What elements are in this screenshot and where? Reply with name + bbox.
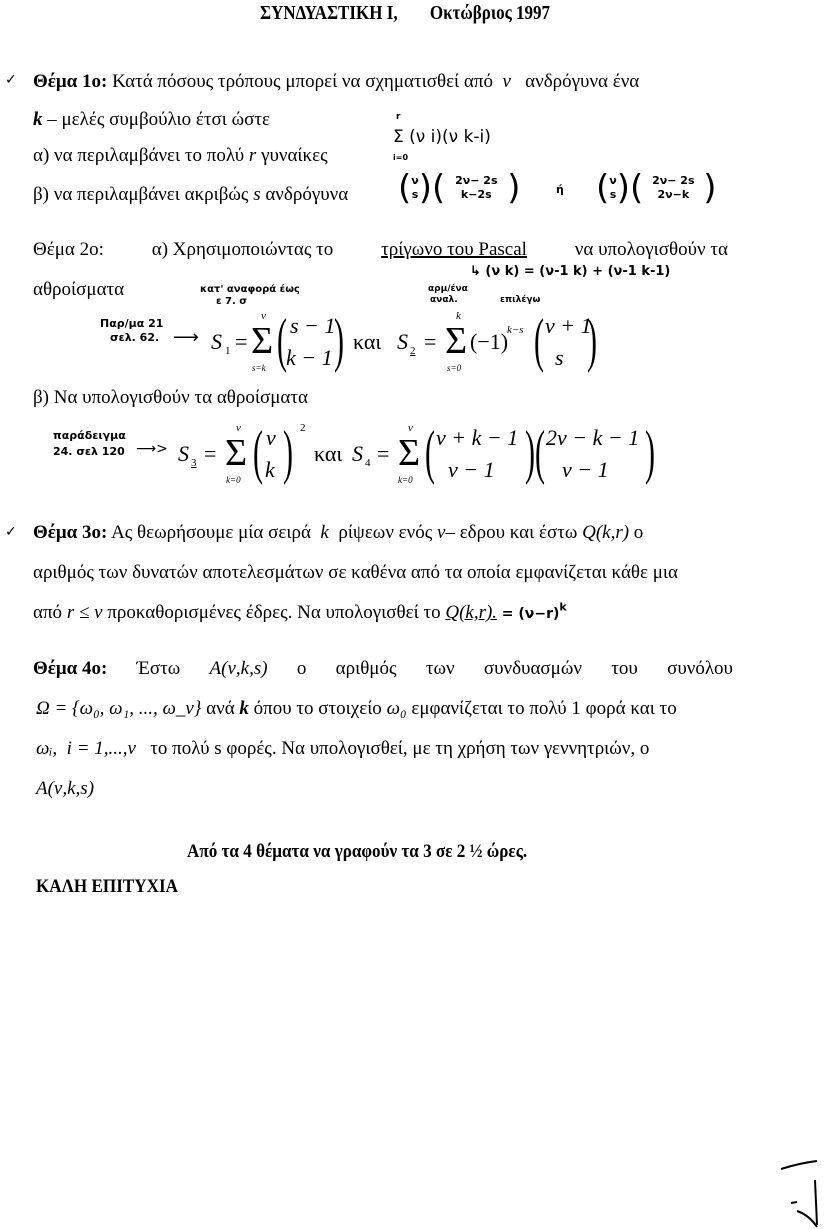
s2-sub: 2: [410, 345, 416, 357]
s4-binom2-bottom: ν − 1: [562, 457, 609, 482]
part-b-text: β) να περιλαμβάνει ακριβώς: [33, 184, 249, 205]
s2-factor: (−1): [470, 329, 509, 354]
topic-2-label: Θέμα 2ο:: [33, 239, 104, 260]
topic-4-line-1: [33, 657, 733, 681]
hw-pascal-identity: ↳ (ν k) = (ν-1 k) + (ν-1 k-1): [470, 264, 671, 279]
topic-3-text-mid: ρίψεων ενός: [338, 522, 433, 543]
s3-sub: 3: [191, 457, 197, 469]
topic-3-line-1: [33, 521, 643, 545]
s3-binom-top: ν: [266, 425, 276, 450]
s3-sum-bottom: k=0: [226, 475, 241, 485]
good-luck: ΚΑΛΗ ΕΠΙΤΥΧΙΑ: [36, 876, 178, 897]
topic-4-label: Θέμα 4ο:: [33, 658, 108, 679]
hw-note-example: παράδειγμα: [53, 429, 126, 442]
topic-4-line-2-text: ανά: [206, 698, 235, 719]
topic-1-part-b: [33, 183, 348, 207]
hw-note-above-s1: κατ' αναφορά έως: [200, 284, 300, 295]
topic-1-label: Θέμα 1ο:: [33, 71, 108, 92]
check-mark-icon: ✓: [5, 524, 17, 540]
s1-sub: 1: [225, 345, 231, 357]
part-b-suffix: ανδρόγυνα: [265, 184, 349, 205]
topic-4-word: των: [425, 658, 455, 679]
hw-note-paradigm: Παρ/μα 21: [100, 317, 164, 330]
s4-binom2-top: 2ν − k − 1: [546, 425, 640, 450]
kai-conjunction: και: [314, 441, 343, 466]
topic-4-line-2-mid: όπου το στοιχείο: [253, 698, 382, 719]
hw-b4-top: 2ν− 2s: [652, 174, 695, 187]
topic-2-line-1-end: να υπολογισθούν τα: [574, 239, 728, 260]
hw-answer-q: = (ν−r): [501, 606, 560, 622]
q-function: Q(k,r).: [445, 602, 498, 623]
var-r: r: [248, 145, 257, 166]
s2-binom-bottom: s: [555, 345, 564, 370]
s3-binom-bottom: k: [265, 457, 275, 482]
arrow-icon: ⟶: [173, 327, 199, 348]
part-a-text: α) να περιλαμβάνει το πολύ: [33, 145, 245, 166]
hw-note-above-s2-b: αναλ.: [430, 295, 458, 305]
paren-right: ): [524, 419, 535, 485]
hw-note-above-s2: αρμ/ένα: [428, 284, 468, 294]
omega-set: Ω = {ω₀, ω₁, ..., ω_ν}: [36, 698, 202, 719]
hw-b1-top: ν: [411, 174, 419, 187]
topic-4-line-3: [36, 737, 649, 761]
topic-2-part-b: β) Να υπολογισθούν τα αθροίσματα: [33, 387, 308, 408]
paren-right: ): [586, 307, 597, 373]
topic-4-word: του: [611, 658, 638, 679]
s2-sum-top: k: [456, 310, 461, 322]
paren-right: ): [644, 419, 655, 485]
topic-3-line-2: αριθμός των δυνατών αποτελεσμάτων σε καθένα από τα οποία εμφανίζεται κάθε μια: [33, 562, 678, 583]
paren-right: ): [282, 419, 293, 485]
topic-4-line-2: [36, 697, 677, 721]
omega-i: ωᵢ,: [36, 738, 58, 759]
topic-4-word: Έστω: [136, 658, 181, 679]
handwritten-answer-b: ( ν s )( 2ν− 2s k−2s ): [398, 168, 521, 208]
topic-1-line-2: [33, 108, 270, 132]
exam-instructions: Από τα 4 θέματα να γραφούν τα 3 σε 2 ½ ώρες.: [187, 841, 528, 862]
s1-sum-bottom: s=k: [252, 363, 266, 373]
sigma-icon: Σ: [398, 432, 421, 474]
topic-2-part-a: α) Χρησιμοποιώντας το: [151, 239, 334, 260]
hw-or: ή: [556, 183, 564, 196]
hw-note-above-s1-b: ε 7. σ: [216, 296, 248, 307]
sigma-icon: Σ: [225, 432, 248, 474]
pascal-triangle-text: τρίγωνο του Pascal: [381, 239, 527, 260]
hw-note-example-page: 24. σελ 120: [53, 445, 125, 458]
corner-scribble-icon: [775, 1155, 829, 1229]
s4-binom1-top: ν + k − 1: [436, 425, 519, 450]
topic-3-line-3: [33, 601, 567, 626]
topic-1-part-a: [33, 144, 328, 168]
check-mark-icon: ✓: [5, 72, 17, 88]
omega-zero: ω₀: [386, 698, 407, 719]
var-k: k: [320, 522, 329, 543]
topic-4-word: συνόλου: [667, 658, 733, 679]
hw-sigma-top: r: [396, 112, 401, 122]
paren-left: (: [424, 419, 435, 485]
s1-binom-bottom: k − 1: [286, 345, 333, 370]
s2-binom-top: ν + 1: [545, 313, 592, 338]
hw-answer-exponent: k: [559, 600, 567, 614]
topic-3-line-3-mid: προκαθορισμένες έδρες. Να υπολογισθεί το: [107, 602, 441, 623]
topic-1-line-2-text: – μελές συμβούλιο έτσι ώστε: [47, 109, 270, 130]
hw-sigma-bottom: i=0: [393, 153, 409, 162]
topic-2-line-1: [33, 238, 728, 262]
paren-left: (: [252, 419, 263, 485]
paren-left: (: [276, 307, 287, 373]
hw-b3-top: ν: [609, 174, 617, 187]
paren-left: (: [533, 307, 544, 373]
topic-4-word: συνδυασμών: [483, 658, 582, 679]
topic-4-word: αριθμός: [335, 658, 397, 679]
paren-right: ): [333, 307, 344, 373]
handwritten-answer-b-alt: ( ν s )( 2ν− 2s 2ν−k ): [596, 168, 717, 208]
q-function: Q(k,r): [582, 522, 630, 543]
topic-3-label: Θέμα 3ο:: [33, 522, 108, 543]
arrow-icon: ⟶>: [136, 441, 168, 457]
hw-b2-bottom: k−2s: [460, 188, 492, 201]
topic-3-text-end: ο: [633, 522, 644, 543]
hw-note-page: σελ. 62.: [110, 331, 160, 344]
index-range: i = 1,...,ν: [66, 738, 136, 759]
s2-sum-bottom: s=0: [447, 363, 462, 373]
var-s: s: [253, 184, 261, 205]
var-v: ν: [437, 522, 446, 543]
topic-4-word: ο: [296, 658, 307, 679]
hw-b1-bottom: s: [411, 188, 419, 201]
hw-note-above-s2-c: επιλέγω: [500, 295, 541, 305]
topic-1-text: Κατά πόσους τρόπους μπορεί να σχηματισθεί από: [112, 71, 493, 92]
var-v: ν: [502, 71, 511, 92]
s3-symbol: S: [178, 441, 189, 466]
s4-symbol: S: [352, 441, 363, 466]
topic-3-line-3-start: από: [33, 602, 63, 623]
var-k: k: [33, 109, 43, 130]
topic-3-text-mid2: – εδρου και έστω: [445, 522, 578, 543]
a-function: A(ν,k,s): [209, 658, 268, 679]
hw-sum-binomials: Σ (ν i)(ν k-i): [393, 127, 491, 147]
kai-conjunction: και: [353, 329, 382, 354]
topic-1-text-end: ανδρόγυνα ένα: [525, 71, 640, 92]
s4-sum-bottom: k=0: [398, 475, 413, 485]
topic-2-line-2: αθροίσματα: [33, 279, 125, 300]
s1-binom-top: s − 1: [290, 313, 336, 338]
s3-exponent: 2: [300, 422, 306, 434]
topic-1-line-1: [33, 70, 639, 94]
s4-sub: 4: [365, 457, 371, 469]
s1-sum-top: ν: [261, 310, 266, 322]
topic-3-text: Ας θεωρήσουμε μία σειρά: [111, 522, 311, 543]
part-a-suffix: γυναίκες: [261, 145, 328, 166]
handwritten-answer-a: [393, 112, 513, 164]
s2-exponent: k−s: [507, 324, 524, 336]
hw-b3-bottom: s: [609, 188, 617, 201]
exam-title: [260, 2, 550, 25]
topic-4-line-4: A(ν,k,s): [36, 778, 95, 799]
s4-sum-top: ν: [408, 422, 413, 434]
course-title: ΣΥΝΔΥΑΣΤΙΚΗ Ι,: [260, 2, 398, 24]
s4-binom1-bottom: ν − 1: [448, 457, 495, 482]
hw-b2-top: 2ν− 2s: [455, 174, 498, 187]
s3-sum-top: ν: [236, 422, 241, 434]
topic-4-line-2-end: εμφανίζεται το πολύ 1 φορά και το: [411, 698, 677, 719]
var-k: k: [239, 698, 249, 719]
exam-date: Οκτώβριος 1997: [429, 2, 551, 24]
s2-symbol: S: [397, 329, 408, 354]
s1-symbol: S: [211, 329, 222, 354]
paren-left: (: [534, 419, 545, 485]
sigma-icon: Σ: [445, 320, 468, 362]
r-le-v: r ≤ ν: [66, 602, 103, 623]
topic-4-line-3-text: το πολύ s φορές. Να υπολογισθεί, με τη χρήση των γεννητριών, ο: [150, 738, 650, 759]
sigma-icon: Σ: [251, 320, 274, 362]
hw-b4-bottom: 2ν−k: [657, 188, 690, 201]
